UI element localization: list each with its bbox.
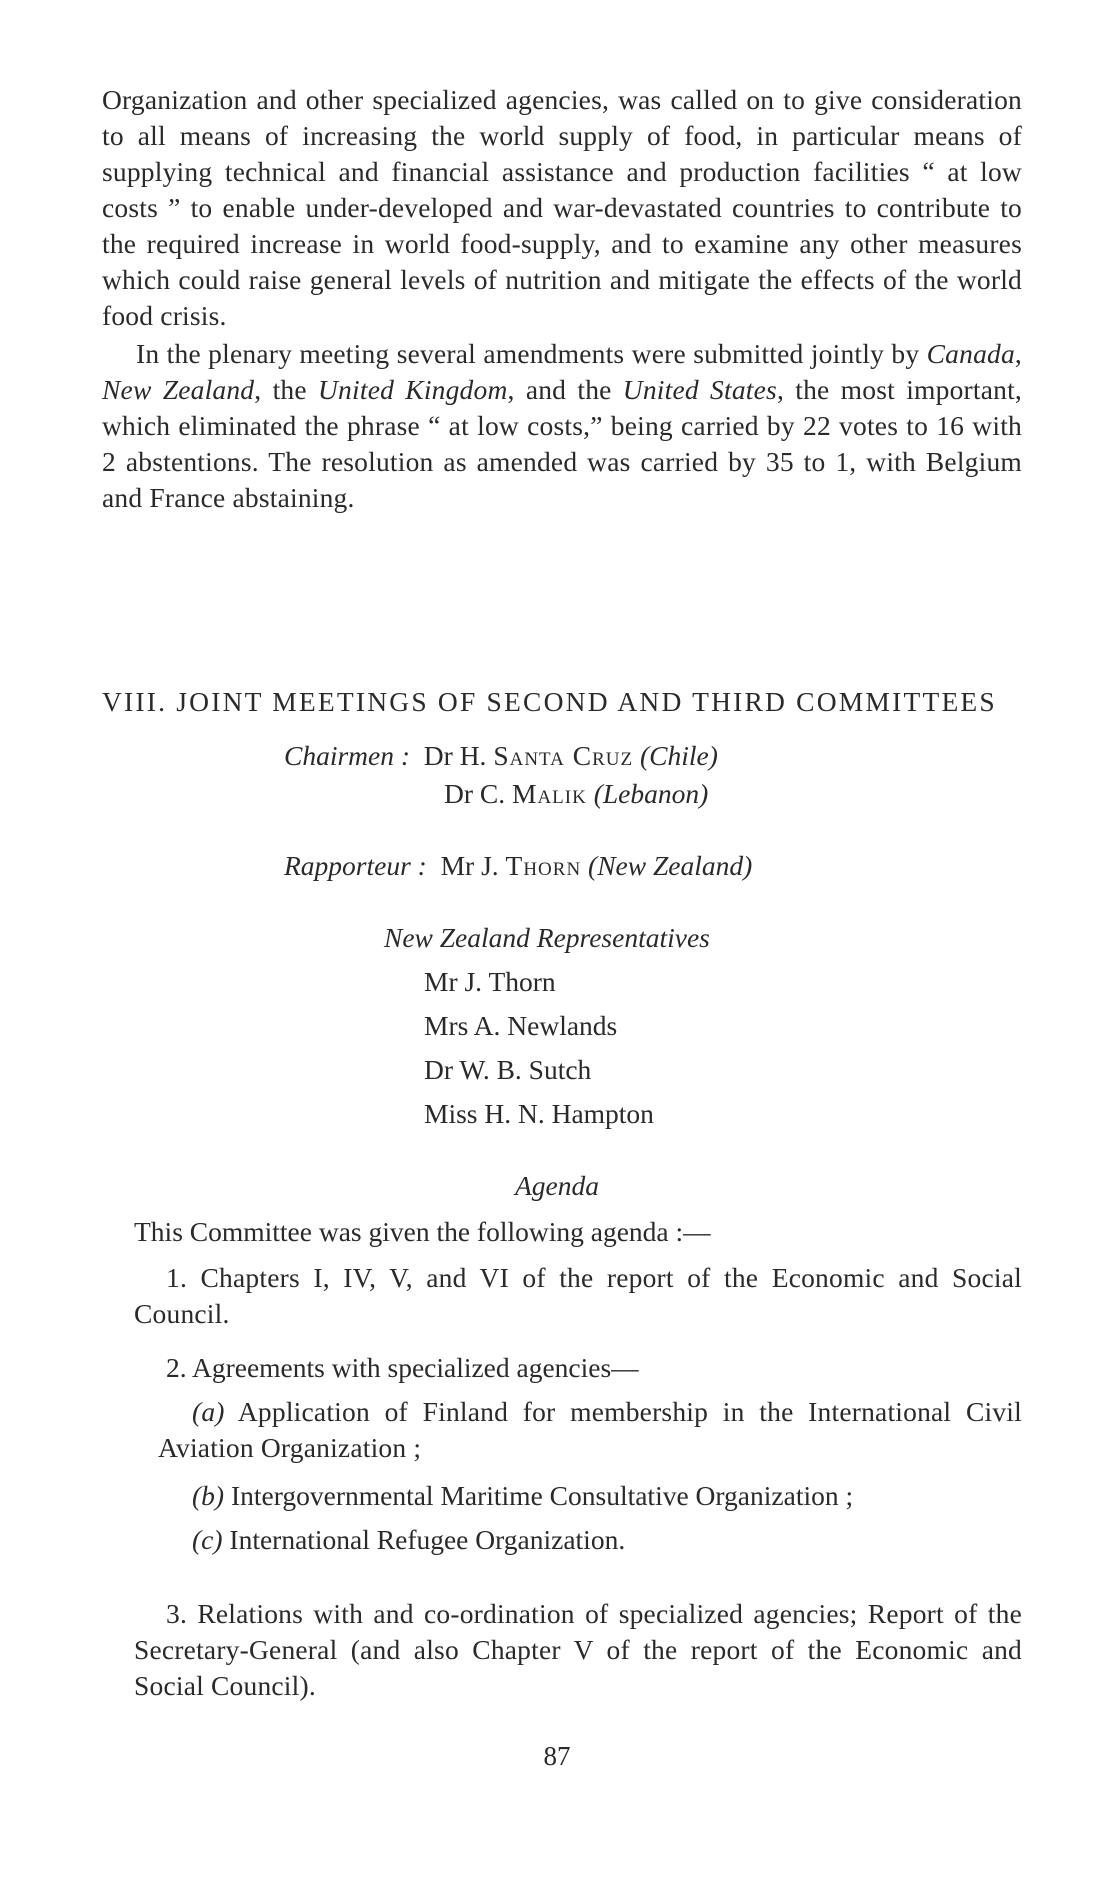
- representative-name: Mr J. Thorn: [424, 966, 556, 997]
- rapporteur-label: Rapporteur :: [284, 850, 427, 881]
- chair-country: (Lebanon): [593, 778, 709, 809]
- subitem-text: Intergovernmental Maritime Consultative Organization ;: [224, 1480, 854, 1511]
- paragraph-food-supply: [102, 82, 1022, 334]
- agenda-item-3: [134, 1596, 1022, 1704]
- subitem-text: Application of Finland for membership in the International Civil Aviation Organization ;: [158, 1396, 1022, 1463]
- agenda-item-text: 1. Chapters I, IV, V, and VI of the report of the Economic and Social Council.: [134, 1262, 1022, 1329]
- country-united-kingdom: United Kingdom: [318, 374, 508, 405]
- paragraph-text: [102, 336, 1022, 516]
- agenda-item-1: [134, 1260, 1022, 1332]
- country-canada: Canada: [926, 338, 1015, 369]
- chairmen-label: Chairmen :: [284, 740, 411, 771]
- agenda-item-text: 3. Relations with and co-ordination of specialized agencies; Report of the Secretary-General (and also Chapter V of the report of the Economic and Social Council).: [134, 1598, 1022, 1701]
- text-run: , the most important, which eliminated the phrase “ at low costs,” being carried by 22 votes to 16 with 2 abstentions. The resolution as amended was carried by 35 to 1, with Belgium and France abstaining.: [102, 374, 1022, 513]
- text-run: , and the: [507, 374, 623, 405]
- chair-title: Dr C.: [444, 778, 512, 809]
- chair-title: Dr H.: [423, 740, 494, 771]
- rapporteur-title: Mr J.: [440, 850, 506, 881]
- subitem-label: (c): [192, 1524, 223, 1555]
- chair-name: Malik: [512, 778, 587, 809]
- rapporteur-line: [284, 848, 752, 884]
- subitem-label: (b): [192, 1480, 225, 1511]
- paragraph-text: Organization and other specialized agencies, was called on to give consideration to all means of increasing the world supply of food, in particular means of supplying technical and financial assistance and production facilities “ at low costs ” to enable under-developed and war-devastated countries to contribute to the required increase in world food-supply, and to examine any other measures which could raise general levels of nutrition and mitigate the effects of the world food crisis.: [102, 84, 1022, 331]
- paragraph-plenary-meeting: [102, 336, 1022, 516]
- country-united-states: United States: [622, 374, 777, 405]
- agenda-heading: Agenda: [514, 1170, 599, 1201]
- representative-name: Mrs A. Newlands: [424, 1010, 618, 1041]
- section-heading: VIII. JOINT MEETINGS OF SECOND AND THIRD COMMITTEES: [102, 686, 997, 717]
- representatives-heading: New Zealand Representatives: [384, 922, 710, 953]
- chair-country: (Chile): [639, 740, 718, 771]
- chairmen-line-2: [444, 776, 708, 812]
- chair-name: Santa Cruz: [493, 740, 634, 771]
- text-run: In the plenary meeting several amendments were submitted jointly by: [136, 338, 927, 369]
- agenda-subitem-text: [158, 1394, 1022, 1466]
- agenda-item-2a: [158, 1394, 1022, 1466]
- agenda-intro: This Committee was given the following agenda :—: [134, 1216, 711, 1247]
- rapporteur-name: Thorn: [505, 850, 582, 881]
- subitem-text: International Refugee Organization.: [222, 1524, 626, 1555]
- representative-name: Miss H. N. Hampton: [424, 1098, 654, 1129]
- country-new-zealand: New Zealand: [102, 374, 255, 405]
- text-run: , the: [254, 374, 318, 405]
- text-run: ,: [1014, 338, 1022, 369]
- agenda-item-2c: [192, 1522, 625, 1558]
- agenda-item-2b: [192, 1478, 853, 1514]
- subitem-label: (a): [192, 1396, 225, 1427]
- page-number: 87: [543, 1741, 571, 1771]
- chairmen-line-1: [284, 738, 718, 774]
- representative-name: Dr W. B. Sutch: [424, 1054, 592, 1085]
- agenda-item-2: 2. Agreements with specialized agencies—: [166, 1352, 639, 1383]
- rapporteur-country: (New Zealand): [588, 850, 753, 881]
